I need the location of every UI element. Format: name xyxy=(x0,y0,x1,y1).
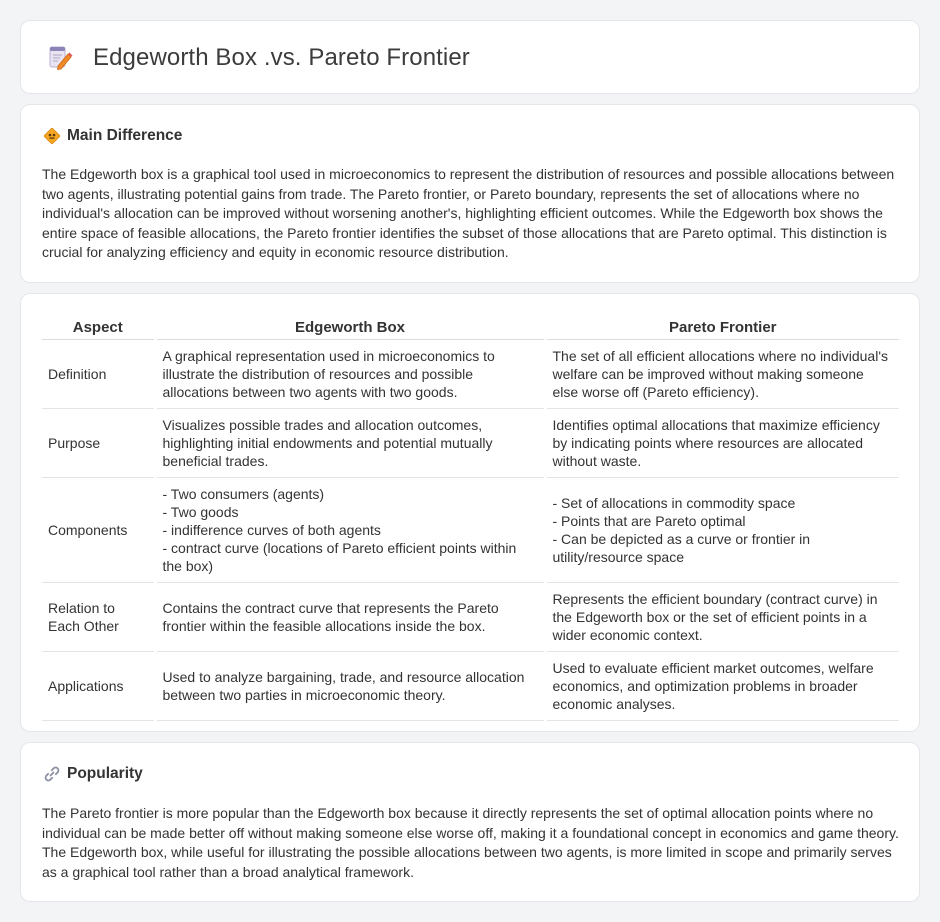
main-difference-card xyxy=(20,104,920,283)
header-aspect: Aspect xyxy=(42,316,155,340)
link-icon xyxy=(43,765,61,783)
main-difference-heading: Main Difference xyxy=(67,127,183,144)
comparison-card xyxy=(20,293,920,732)
cell-edgeworth xyxy=(155,652,545,721)
table-body xyxy=(42,340,899,721)
cell-pareto-line: Identifies optimal allocations that maximize efficiency by indicating points where resources are allocated without waste. xyxy=(552,417,880,469)
cell-pareto xyxy=(545,409,899,478)
cell-aspect: Definition xyxy=(42,340,155,409)
cell-pareto xyxy=(545,340,899,409)
cell-pareto-line: The set of all efficient allocations where no individual's welfare can be improved without making someone else worse off (Pareto efficiency). xyxy=(552,348,888,400)
title-card xyxy=(20,20,920,94)
document-pencil-icon xyxy=(47,45,73,71)
cell-edgeworth-line: - contract curve (locations of Pareto efficient points within the box) xyxy=(162,540,517,574)
cell-pareto-line: - Points that are Pareto optimal xyxy=(552,513,746,529)
main-difference-header xyxy=(43,127,182,145)
cell-pareto xyxy=(545,478,899,583)
popularity-card xyxy=(20,742,920,902)
cell-pareto-line: - Can be depicted as a curve or frontier in utility/resource space xyxy=(552,531,811,565)
title-row xyxy=(47,44,470,72)
cell-edgeworth-line: Contains the contract curve that represents the Pareto frontier within the feasible allocations inside the box. xyxy=(162,600,499,634)
popularity-text: The Pareto frontier is more popular than the Edgeworth box because it directly represents the set of optimal allocation points where no individual can be made better off without making someone else worse off, making it a foundational concept in economics and game theory. The Edgeworth box, while useful for illustrating the possible allocations between two agents, is more limited in scope and primarily serves as a graphical tool rather than a broad analytical framework. xyxy=(42,805,899,880)
cell-aspect: Components xyxy=(42,478,155,583)
table-row xyxy=(42,340,899,409)
header-pareto: Pareto Frontier xyxy=(545,316,899,340)
cell-edgeworth-line: A graphical representation used in microeconomics to illustrate the distribution of resources and possible allocations between two agents with two goods. xyxy=(162,348,495,400)
cell-edgeworth-line: - Two goods xyxy=(162,504,239,520)
cell-pareto-line: - Set of allocations in commodity space xyxy=(552,495,796,511)
cell-edgeworth-line: Visualizes possible trades and allocation outcomes, highlighting initial endowments and potential mutually beneficial trades. xyxy=(162,417,493,469)
cell-edgeworth-line: Used to analyze bargaining, trade, and resource allocation between two parties in microeconomic theory. xyxy=(162,669,525,703)
comparison-table xyxy=(42,316,899,721)
page-title: Edgeworth Box .vs. Pareto Frontier xyxy=(93,44,470,71)
cell-aspect: Applications xyxy=(42,652,155,721)
main-difference-text: The Edgeworth box is a graphical tool used in microeconomics to represent the distribution of resources and possible allocations between two agents, illustrating potential gains from trade. The Pareto frontier, or Pareto boundary, represents the set of allocations where no individual's allocation can be improved without worsening another's, highlighting efficient outcomes. While the Edgeworth box shows the entire space of feasible allocations, the Pareto frontier identifies the subset of those allocations that are Pareto optimal. This distinction is crucial for analyzing efficiency and equity in economic resource distribution. xyxy=(42,166,895,261)
table-row xyxy=(42,652,899,721)
cell-edgeworth-line: - indifference curves of both agents xyxy=(162,522,381,538)
table-header-row xyxy=(42,316,899,340)
table-row xyxy=(42,409,899,478)
cell-edgeworth xyxy=(155,478,545,583)
table-row xyxy=(42,583,899,652)
cell-pareto-line: Used to evaluate efficient market outcomes, welfare economics, and optimization problems in broader economic analyses. xyxy=(552,660,874,712)
cell-aspect: Purpose xyxy=(42,409,155,478)
cell-edgeworth xyxy=(155,340,545,409)
cell-aspect: Relation to Each Other xyxy=(42,583,155,652)
cell-pareto-line: Represents the efficient boundary (contract curve) in the Edgeworth box or the set of efficient points in a wider economic context. xyxy=(552,591,878,643)
table-row xyxy=(42,478,899,583)
header-edgeworth: Edgeworth Box xyxy=(155,316,545,340)
popularity-header xyxy=(43,765,143,783)
cell-edgeworth xyxy=(155,409,545,478)
cell-pareto xyxy=(545,583,899,652)
cell-edgeworth-line: - Two consumers (agents) xyxy=(162,486,325,502)
popularity-heading: Popularity xyxy=(67,765,143,782)
cell-pareto xyxy=(545,652,899,721)
diamond-sign-icon xyxy=(43,127,61,145)
cell-edgeworth xyxy=(155,583,545,652)
